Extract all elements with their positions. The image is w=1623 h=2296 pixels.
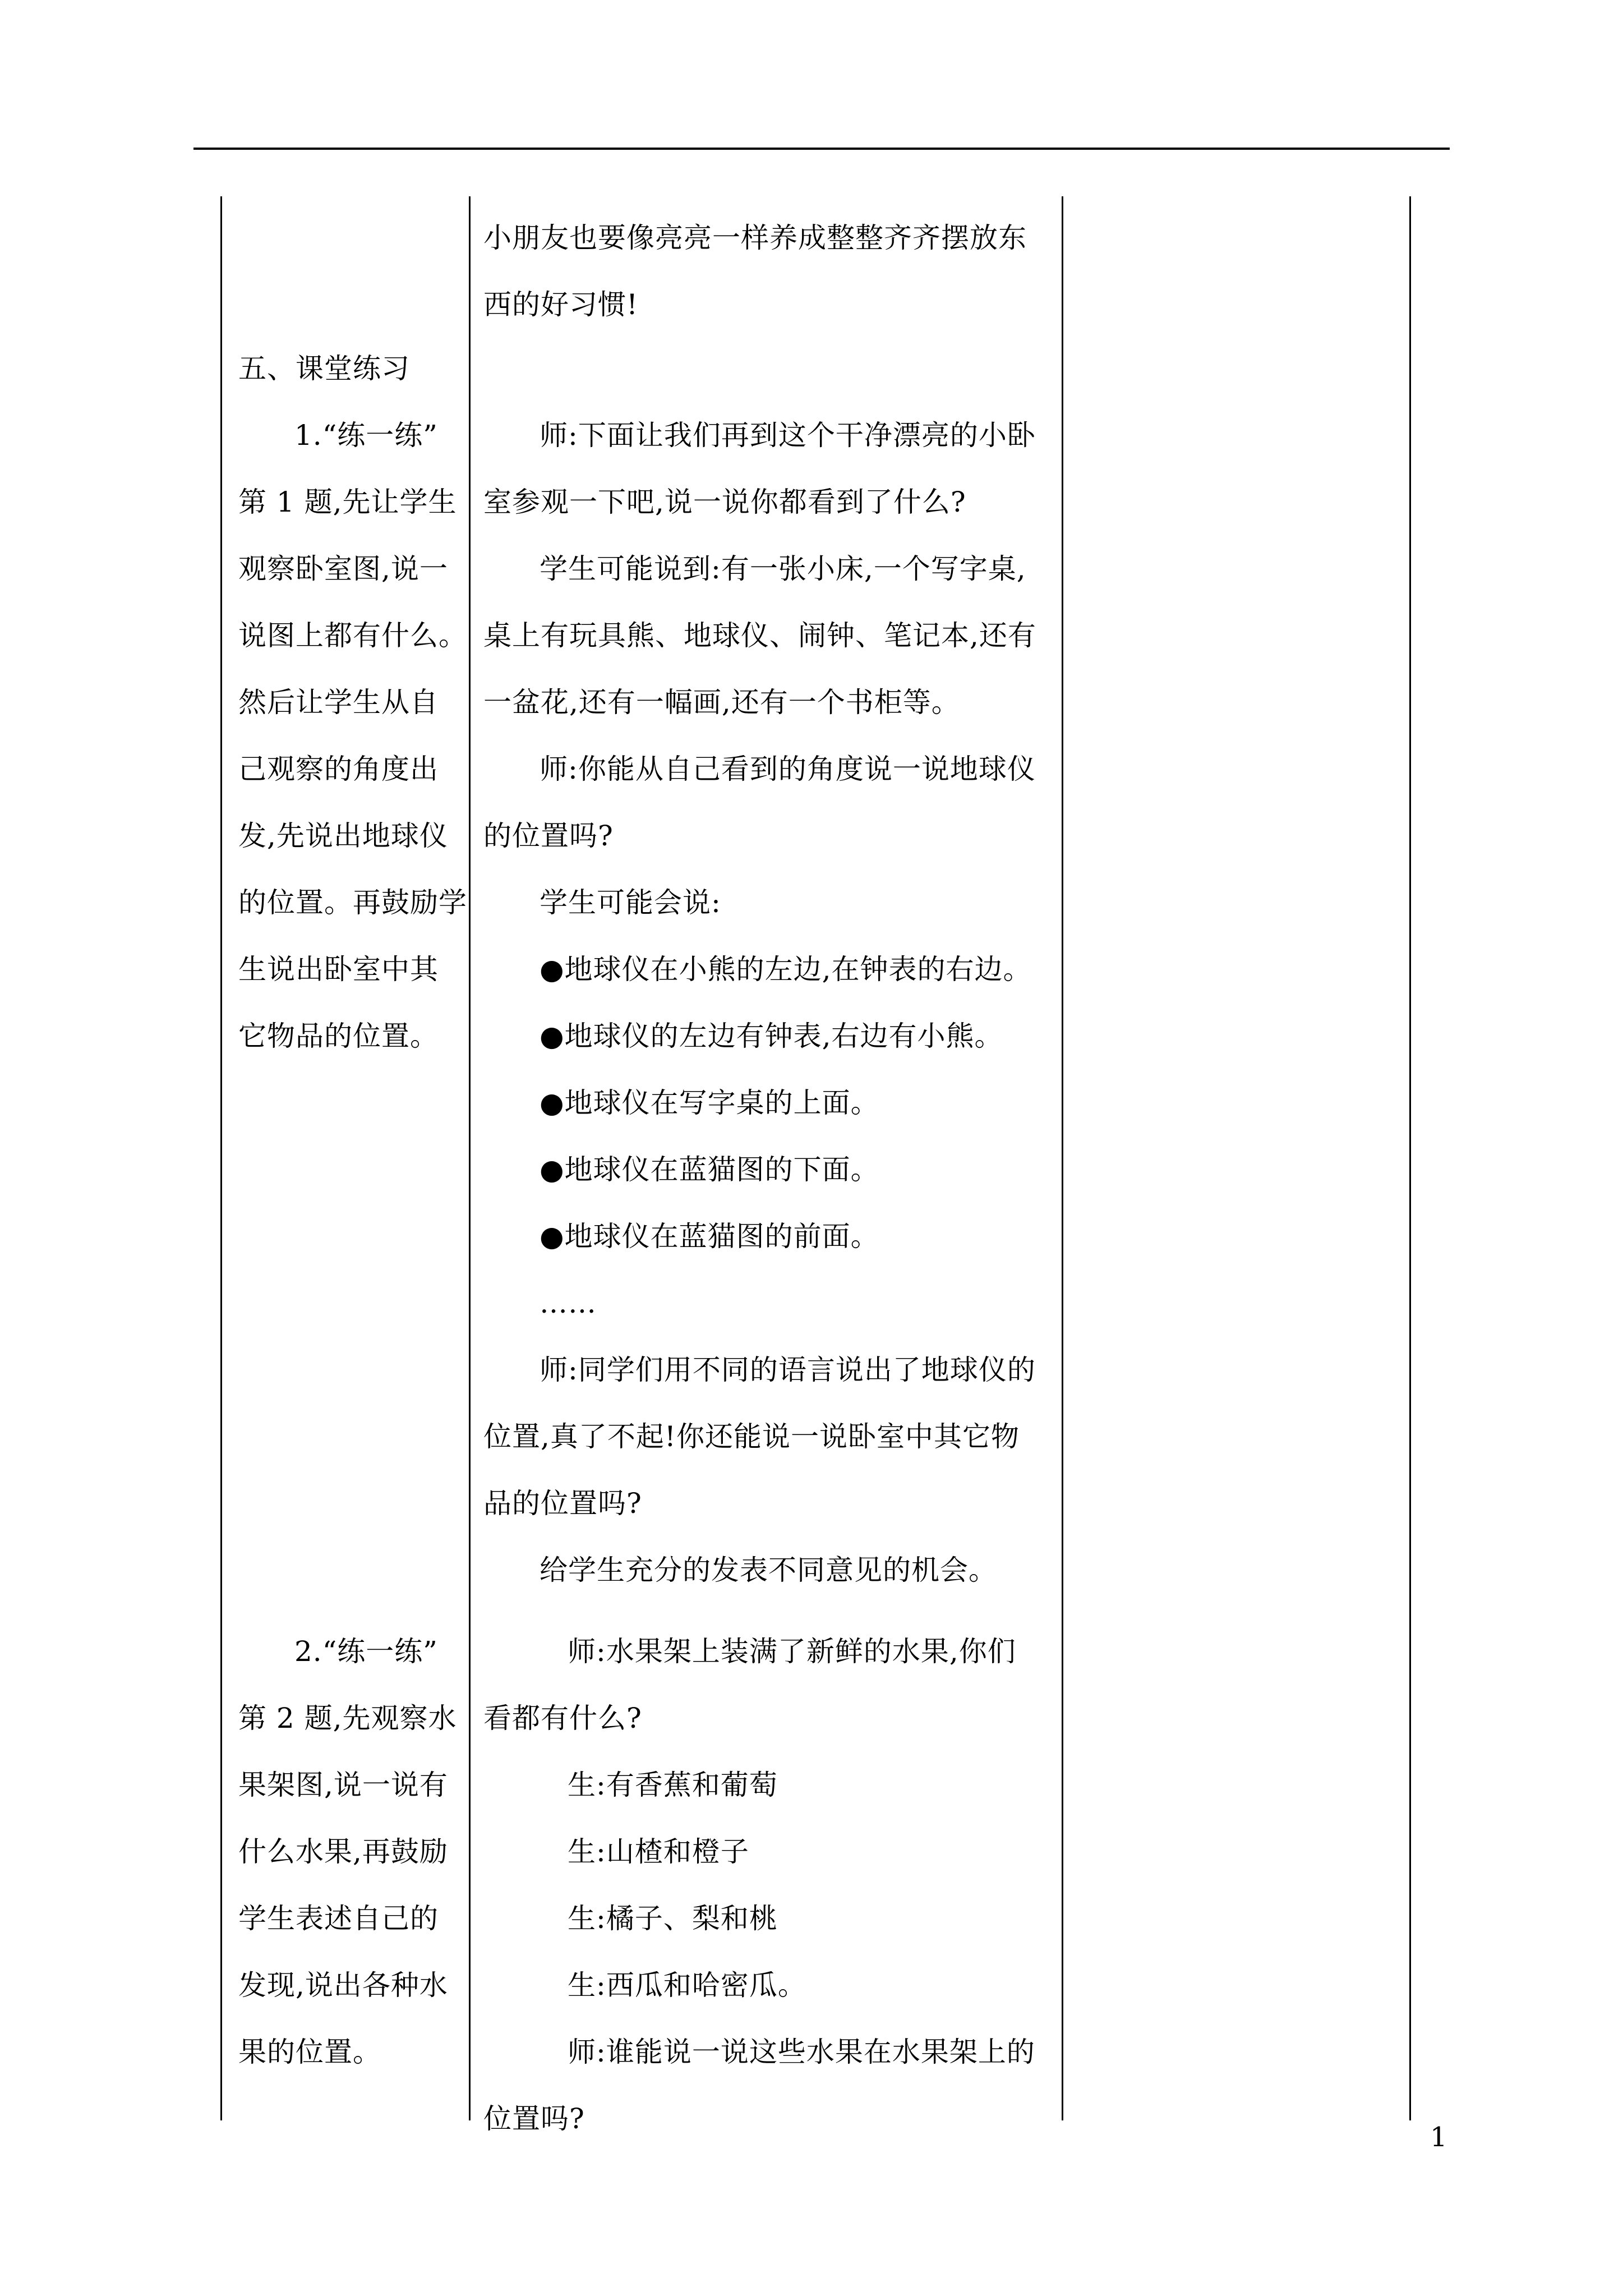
student-line: 生:西瓜和哈密瓜。 <box>568 1969 806 2001</box>
text-line: 什么水果,再鼓励 <box>238 1835 448 1868</box>
text-line: 第 2 题,先观察水 <box>238 1702 457 1734</box>
table-border-right <box>1409 196 1411 2120</box>
text-line: 的位置吗? <box>483 820 614 852</box>
student-line: 生:有香蕉和葡萄 <box>568 1769 778 1801</box>
text-line: 小朋友也要像亮亮一样养成整整齐齐摆放东 <box>483 222 1027 254</box>
text-line: 一盆花,还有一幅画,还有一个书柜等。 <box>483 686 960 719</box>
text-line: 西的好习惯! <box>483 288 639 321</box>
text-line: 学生表述自己的 <box>238 1902 439 1935</box>
text-line: 桌上有玩具熊、地球仪、闹钟、笔记本,还有 <box>483 619 1036 652</box>
bullet-item: ●地球仪的左边有钟表,右边有小熊。 <box>540 1020 1003 1052</box>
table-divider-2 <box>1062 196 1063 2120</box>
header-rule <box>193 148 1450 150</box>
table-divider-1 <box>469 196 471 2120</box>
text-line: 1.“练一练” <box>294 419 438 452</box>
teacher-line: 师:水果架上装满了新鲜的水果,你们 <box>568 1635 1016 1668</box>
text-line: 发,先说出地球仪 <box>238 820 448 852</box>
page-number: 1 <box>1430 2122 1447 2153</box>
text-line: 位置,真了不起!你还能说一说卧室中其它物 <box>483 1420 1020 1453</box>
student-line: 学生可能说到:有一张小床,一个写字桌, <box>540 553 1026 585</box>
text-line: 然后让学生从自 <box>238 686 439 719</box>
bullet-item: ●地球仪在蓝猫图的前面。 <box>540 1220 879 1253</box>
text-line: 位置吗? <box>483 2102 585 2135</box>
text-line: 观察卧室图,说一 <box>238 553 448 585</box>
text-line: 它物品的位置。 <box>238 1020 439 1052</box>
text-line: 果架图,说一说有 <box>238 1769 448 1801</box>
student-line: 学生可能会说: <box>540 886 721 919</box>
text-line: 的位置。再鼓励学 <box>238 886 467 919</box>
text-line: 2.“练一练” <box>294 1635 438 1668</box>
teacher-line: 师:同学们用不同的语言说出了地球仪的 <box>540 1354 1036 1386</box>
text-line: 第 1 题,先让学生 <box>238 486 457 518</box>
student-line: 生:山楂和橙子 <box>568 1835 749 1868</box>
bullet-item: ●地球仪在蓝猫图的下面。 <box>540 1153 879 1186</box>
table-border-left <box>220 196 222 2120</box>
teacher-line: 师:谁能说一说这些水果在水果架上的 <box>568 2036 1035 2068</box>
text-line: 发现,说出各种水 <box>238 1969 448 2001</box>
text-line: 己观察的角度出 <box>238 753 439 785</box>
teacher-line: 师:下面让我们再到这个干净漂亮的小卧 <box>540 419 1036 452</box>
bullet-item: ●地球仪在写字桌的上面。 <box>540 1087 879 1119</box>
text-line: 室参观一下吧,说一说你都看到了什么? <box>483 486 966 518</box>
text-line: 给学生充分的发表不同意见的机会。 <box>540 1554 997 1586</box>
text-line: 生说出卧室中其 <box>238 953 439 986</box>
text-line: 看都有什么? <box>483 1702 642 1734</box>
teacher-line: 师:你能从自己看到的角度说一说地球仪 <box>540 753 1036 785</box>
text-line: 果的位置。 <box>238 2036 381 2068</box>
student-line: 生:橘子、梨和桃 <box>568 1902 778 1935</box>
text-line: 说图上都有什么。 <box>238 619 467 652</box>
section-heading: 五、课堂练习 <box>238 352 410 385</box>
text-line: 品的位置吗? <box>483 1487 642 1520</box>
bullet-item: ●地球仪在小熊的左边,在钟表的右边。 <box>540 953 1032 986</box>
ellipsis: …… <box>540 1287 597 1319</box>
